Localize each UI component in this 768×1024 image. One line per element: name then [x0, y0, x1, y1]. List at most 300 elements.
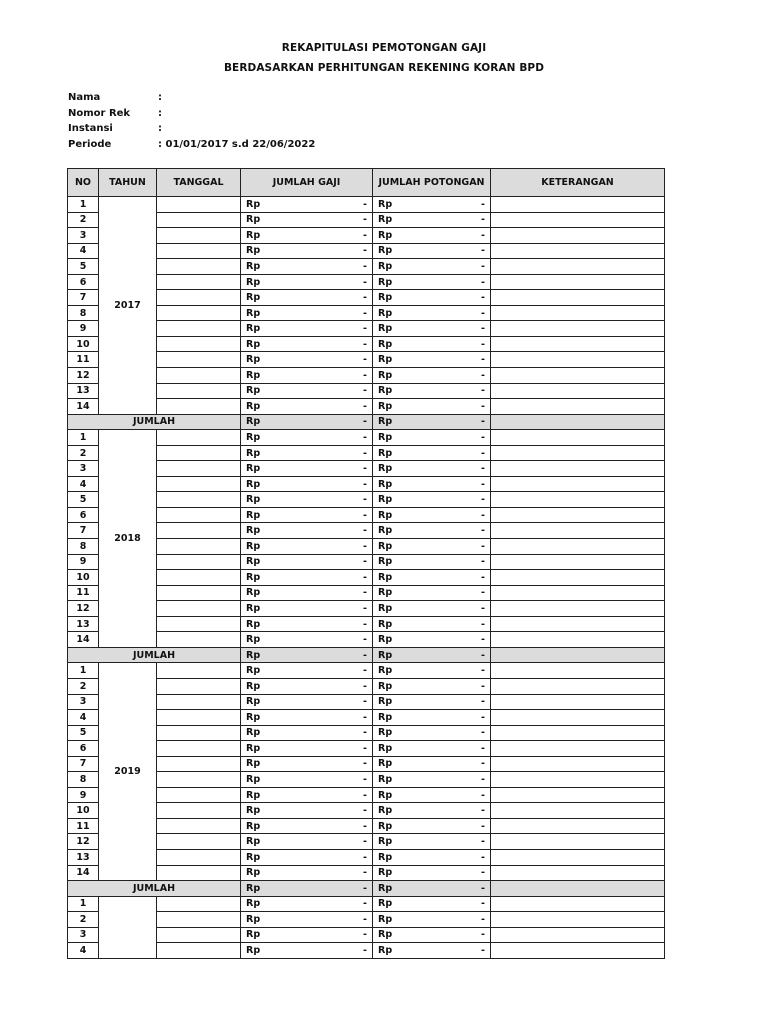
row-number: 13 [68, 383, 99, 399]
amount-value: - [481, 509, 485, 521]
total-keterangan-cell [491, 414, 665, 430]
amount [246, 510, 367, 521]
currency-label: Rp [246, 307, 261, 319]
amount-value: - [481, 478, 485, 490]
amount-value: - [363, 400, 367, 412]
tanggal-cell [157, 445, 241, 461]
jumlah-gaji-cell [241, 927, 373, 943]
jumlah-gaji-cell [241, 352, 373, 368]
amount-value: - [363, 774, 367, 785]
amount-value: - [363, 836, 367, 848]
amount-value: - [481, 836, 485, 848]
jumlah-potongan-cell [373, 492, 491, 508]
keterangan-cell [491, 849, 665, 865]
keterangan-cell [491, 539, 665, 555]
currency-label: Rp [246, 431, 261, 443]
amount [246, 898, 367, 909]
currency-label: Rp [246, 680, 261, 692]
table-header-row [68, 169, 665, 197]
jumlah-potongan-cell [373, 694, 491, 710]
row-number: 14 [68, 865, 99, 881]
amount-value: - [363, 696, 367, 708]
currency-label: Rp [378, 229, 393, 241]
jumlah-gaji-cell [241, 694, 373, 710]
amount [378, 308, 485, 319]
amount [246, 883, 367, 894]
amount [378, 541, 485, 552]
info-row-nama [68, 92, 315, 108]
jumlah-gaji-cell [241, 818, 373, 834]
keterangan-cell [491, 632, 665, 648]
keterangan-cell [491, 741, 665, 757]
amount [246, 199, 367, 210]
amount-value: - [363, 851, 367, 863]
jumlah-gaji-cell [241, 741, 373, 757]
amount-value: - [363, 198, 367, 210]
keterangan-cell [491, 787, 665, 803]
currency-label: Rp [378, 292, 393, 304]
amount-value: - [363, 385, 367, 397]
keterangan-cell [491, 476, 665, 492]
table-row [68, 849, 665, 865]
info-row-periode [68, 139, 315, 155]
tanggal-cell [157, 741, 241, 757]
amount [378, 261, 485, 272]
amount [378, 494, 485, 505]
row-number: 10 [68, 570, 99, 586]
table-row [68, 259, 665, 275]
amount [246, 743, 367, 754]
amount [378, 339, 485, 350]
jumlah-potongan-cell [373, 725, 491, 741]
jumlah-gaji-cell [241, 290, 373, 306]
row-number: 6 [68, 507, 99, 523]
jumlah-gaji-cell [241, 710, 373, 726]
info-label: Nomor Rek [68, 107, 131, 119]
amount [246, 805, 367, 816]
jumlah-potongan-cell [373, 927, 491, 943]
column-header-jumlah-potongan: JUMLAH POTONGAN [373, 169, 491, 197]
currency-label: Rp [246, 198, 261, 210]
keterangan-cell [491, 616, 665, 632]
currency-label: Rp [378, 634, 393, 646]
tanggal-cell [157, 539, 241, 555]
jumlah-potongan-cell [373, 430, 491, 446]
currency-label: Rp [246, 789, 261, 801]
jumlah-potongan-cell [373, 476, 491, 492]
keterangan-cell [491, 710, 665, 726]
total-row [68, 647, 665, 663]
currency-label: Rp [378, 789, 393, 801]
amount [246, 665, 367, 676]
tanggal-cell [157, 943, 241, 959]
currency-label: Rp [378, 307, 393, 319]
currency-label: Rp [378, 680, 393, 692]
tanggal-cell [157, 787, 241, 803]
year-cell: 2017 [99, 197, 157, 415]
amount [378, 696, 485, 707]
jumlah-potongan-cell [373, 943, 491, 959]
jumlah-potongan-cell [373, 274, 491, 290]
currency-label: Rp [378, 540, 393, 552]
amount [246, 214, 367, 225]
keterangan-cell [491, 197, 665, 213]
table-body [68, 197, 665, 959]
total-label: JUMLAH [68, 647, 241, 663]
tanggal-cell [157, 383, 241, 399]
amount-value: - [481, 727, 485, 739]
amount-value: - [363, 494, 367, 506]
table-row [68, 352, 665, 368]
amount-value: - [363, 571, 367, 583]
amount-value: - [481, 463, 485, 475]
tanggal-cell [157, 305, 241, 321]
row-number: 12 [68, 834, 99, 850]
jumlah-potongan-cell [373, 772, 491, 788]
amount-value: - [363, 245, 367, 257]
tanggal-cell [157, 430, 241, 446]
amount [246, 261, 367, 272]
amount-value: - [481, 805, 485, 817]
jumlah-gaji-cell [241, 803, 373, 819]
jumlah-potongan-cell [373, 803, 491, 819]
currency-label: Rp [378, 338, 393, 350]
info-block [68, 92, 315, 154]
tanggal-cell [157, 523, 241, 539]
amount-value: - [363, 540, 367, 552]
amount [378, 587, 485, 598]
amount-value: - [481, 929, 485, 941]
currency-label: Rp [246, 478, 261, 490]
currency-label: Rp [246, 540, 261, 552]
currency-label: Rp [246, 494, 261, 506]
total-keterangan-cell [491, 881, 665, 897]
total-row [68, 881, 665, 897]
currency-label: Rp [246, 229, 261, 241]
table-row [68, 616, 665, 632]
amount-value: - [481, 602, 485, 614]
tanggal-cell [157, 259, 241, 275]
row-number: 14 [68, 399, 99, 415]
column-header-tanggal: TANGGAL [157, 169, 241, 197]
keterangan-cell [491, 663, 665, 679]
row-number: 3 [68, 461, 99, 477]
jumlah-potongan-cell [373, 228, 491, 244]
jumlah-gaji-cell [241, 725, 373, 741]
amount-value: - [481, 198, 485, 210]
currency-label: Rp [246, 882, 261, 894]
tanggal-cell [157, 772, 241, 788]
currency-label: Rp [246, 214, 261, 226]
keterangan-cell [491, 725, 665, 741]
jumlah-gaji-cell [241, 912, 373, 928]
jumlah-gaji-cell [241, 849, 373, 865]
amount [246, 681, 367, 692]
row-number: 4 [68, 943, 99, 959]
info-label: Instansi [68, 123, 113, 134]
tanggal-cell [157, 290, 241, 306]
jumlah-gaji-cell [241, 336, 373, 352]
amount [246, 448, 367, 459]
currency-label: Rp [246, 727, 261, 739]
jumlah-potongan-cell [373, 507, 491, 523]
row-number: 7 [68, 756, 99, 772]
keterangan-cell [491, 259, 665, 275]
currency-label: Rp [246, 665, 261, 677]
amount [246, 867, 367, 878]
tanggal-cell [157, 927, 241, 943]
table-row [68, 461, 665, 477]
table-row [68, 507, 665, 523]
currency-label: Rp [378, 400, 393, 412]
amount [378, 774, 485, 785]
row-number: 6 [68, 741, 99, 757]
amount [378, 479, 485, 490]
currency-label: Rp [378, 913, 393, 925]
row-number: 12 [68, 601, 99, 617]
currency-label: Rp [378, 556, 393, 568]
amount-value: - [481, 587, 485, 599]
tanggal-cell [157, 570, 241, 586]
jumlah-gaji-cell [241, 787, 373, 803]
currency-label: Rp [378, 665, 393, 677]
amount-value: - [363, 509, 367, 521]
amount [246, 479, 367, 490]
jumlah-potongan-cell [373, 585, 491, 601]
keterangan-cell [491, 803, 665, 819]
currency-label: Rp [246, 292, 261, 304]
currency-label: Rp [378, 898, 393, 910]
currency-label: Rp [246, 602, 261, 614]
currency-label: Rp [378, 882, 393, 894]
amount [246, 541, 367, 552]
jumlah-potongan-cell [373, 741, 491, 757]
info-row-instansi [68, 123, 315, 139]
row-number: 7 [68, 523, 99, 539]
table-row [68, 896, 665, 912]
amount-value: - [481, 882, 485, 894]
jumlah-gaji-cell [241, 865, 373, 881]
jumlah-potongan-cell [373, 663, 491, 679]
amount [378, 323, 485, 334]
jumlah-potongan-cell [373, 290, 491, 306]
amount-value: - [363, 229, 367, 241]
currency-label: Rp [246, 369, 261, 381]
amount-value: - [481, 649, 485, 661]
amount-value: - [481, 260, 485, 272]
tanggal-cell [157, 243, 241, 259]
row-number: 5 [68, 492, 99, 508]
jumlah-potongan-cell [373, 554, 491, 570]
row-number: 8 [68, 772, 99, 788]
tanggal-cell [157, 912, 241, 928]
row-number: 13 [68, 849, 99, 865]
currency-label: Rp [378, 416, 393, 428]
table-row [68, 756, 665, 772]
jumlah-potongan-cell [373, 368, 491, 384]
currency-label: Rp [378, 805, 393, 817]
amount-value: - [363, 758, 367, 770]
jumlah-potongan-cell [373, 523, 491, 539]
amount [378, 603, 485, 614]
jumlah-gaji-cell [241, 601, 373, 617]
row-number: 3 [68, 694, 99, 710]
keterangan-cell [491, 585, 665, 601]
jumlah-potongan-cell [373, 383, 491, 399]
amount-value: - [481, 789, 485, 801]
table-row [68, 741, 665, 757]
amount [246, 650, 367, 661]
table-row [68, 772, 665, 788]
amount [378, 292, 485, 303]
amount-value: - [481, 696, 485, 708]
amount [378, 821, 485, 832]
currency-label: Rp [246, 416, 261, 428]
tanggal-cell [157, 336, 241, 352]
amount-value: - [363, 338, 367, 350]
currency-label: Rp [378, 447, 393, 459]
amount-value: - [363, 307, 367, 319]
jumlah-potongan-cell [373, 787, 491, 803]
amount [246, 696, 367, 707]
jumlah-potongan-cell [373, 352, 491, 368]
amount [378, 448, 485, 459]
table-row [68, 554, 665, 570]
currency-label: Rp [246, 525, 261, 537]
total-jumlah-potongan-cell [373, 647, 491, 663]
jumlah-gaji-cell [241, 943, 373, 959]
amount-value: - [363, 447, 367, 459]
table-row [68, 694, 665, 710]
keterangan-cell [491, 601, 665, 617]
amount [246, 354, 367, 365]
amount [378, 619, 485, 630]
keterangan-cell [491, 274, 665, 290]
keterangan-cell [491, 445, 665, 461]
tanggal-cell [157, 725, 241, 741]
currency-label: Rp [246, 260, 261, 272]
amount-value: - [363, 820, 367, 832]
keterangan-cell [491, 896, 665, 912]
row-number: 2 [68, 912, 99, 928]
currency-label: Rp [246, 711, 261, 723]
currency-label: Rp [246, 276, 261, 288]
total-label: JUMLAH [68, 414, 241, 430]
amount [246, 525, 367, 536]
amount [246, 494, 367, 505]
row-number: 1 [68, 197, 99, 213]
amount [378, 727, 485, 738]
amount-value: - [363, 354, 367, 366]
row-number: 14 [68, 632, 99, 648]
amount-value: - [363, 805, 367, 817]
row-number: 3 [68, 927, 99, 943]
keterangan-cell [491, 554, 665, 570]
amount [246, 821, 367, 832]
amount [378, 432, 485, 443]
amount [378, 354, 485, 365]
info-label: Periode [68, 138, 112, 150]
jumlah-gaji-cell [241, 243, 373, 259]
amount-value: - [481, 431, 485, 443]
currency-label: Rp [378, 742, 393, 754]
jumlah-gaji-cell [241, 585, 373, 601]
jumlah-potongan-cell [373, 336, 491, 352]
currency-label: Rp [378, 478, 393, 490]
amount-value: - [363, 556, 367, 568]
amount-value: - [363, 711, 367, 723]
keterangan-cell [491, 694, 665, 710]
currency-label: Rp [378, 602, 393, 614]
currency-label: Rp [378, 369, 393, 381]
amount [378, 277, 485, 288]
total-jumlah-gaji-cell [241, 881, 373, 897]
jumlah-gaji-cell [241, 896, 373, 912]
year-cell: 2019 [99, 663, 157, 881]
amount-value: - [481, 354, 485, 366]
table-row [68, 725, 665, 741]
tanggal-cell [157, 197, 241, 213]
jumlah-gaji-cell [241, 274, 373, 290]
table-row [68, 321, 665, 337]
amount [246, 385, 367, 396]
table-row [68, 212, 665, 228]
amount [378, 914, 485, 925]
amount-value: - [363, 525, 367, 537]
currency-label: Rp [378, 836, 393, 848]
amount [246, 852, 367, 863]
amount-value: - [363, 789, 367, 801]
currency-label: Rp [378, 851, 393, 863]
jumlah-gaji-cell [241, 523, 373, 539]
row-number: 7 [68, 290, 99, 306]
jumlah-gaji-cell [241, 492, 373, 508]
tanggal-cell [157, 818, 241, 834]
jumlah-potongan-cell [373, 849, 491, 865]
tanggal-cell [157, 616, 241, 632]
table-row [68, 601, 665, 617]
currency-label: Rp [378, 494, 393, 506]
amount-value: - [363, 742, 367, 754]
amount-value: - [363, 913, 367, 925]
table-row [68, 523, 665, 539]
keterangan-cell [491, 352, 665, 368]
amount [246, 914, 367, 925]
amount-value: - [363, 463, 367, 475]
row-number: 8 [68, 305, 99, 321]
jumlah-gaji-cell [241, 383, 373, 399]
currency-label: Rp [246, 758, 261, 770]
amount-value: - [363, 665, 367, 677]
table-row [68, 430, 665, 446]
info-value: : [158, 123, 162, 134]
amount-value: - [363, 727, 367, 739]
info-label: Nama [68, 92, 101, 103]
currency-label: Rp [246, 913, 261, 925]
table-row [68, 492, 665, 508]
table-row [68, 834, 665, 850]
rekap-table [67, 168, 665, 959]
row-number: 3 [68, 228, 99, 244]
currency-label: Rp [378, 758, 393, 770]
amount [246, 323, 367, 334]
tanggal-cell [157, 849, 241, 865]
amount-value: - [481, 214, 485, 226]
amount-value: - [481, 820, 485, 832]
tanggal-cell [157, 756, 241, 772]
amount-value: - [363, 945, 367, 957]
year-cell [99, 896, 157, 958]
